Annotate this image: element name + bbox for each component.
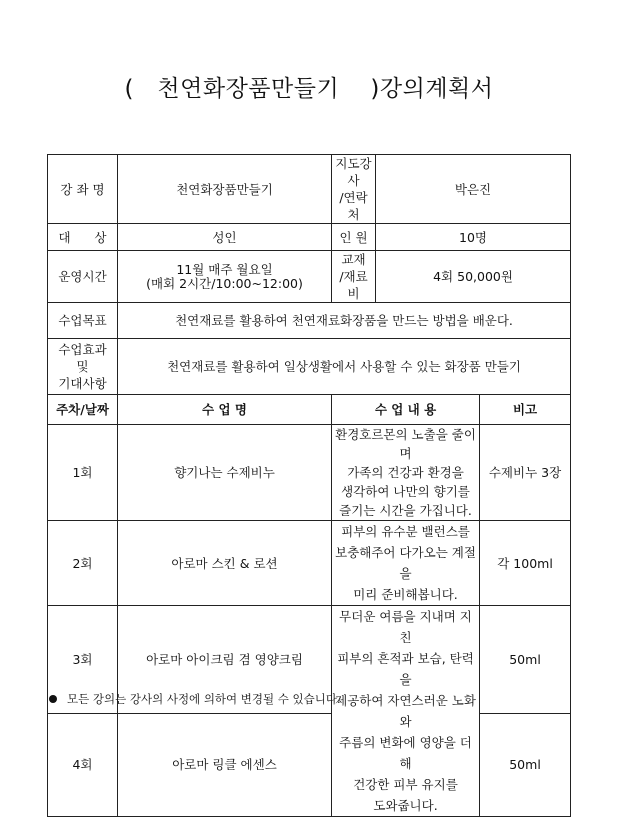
header-content: 수 업 내 용 [332, 395, 480, 425]
schedule-info-row [48, 251, 571, 303]
course-value: 천연화장품만들기 [118, 155, 332, 224]
effect-row [48, 339, 571, 395]
target-row [48, 224, 571, 251]
session-name: 아로마 스킨 & 로션 [118, 521, 332, 606]
table-row [48, 713, 571, 816]
session-content-shared: 무더운 여름을 지내며 지친 피부의 흔적과 보습, 탄력을 제공하여 자연스러운 노화와 주름의 변화에 영양을 더해 건강한 피부 유지를 도와줍니다. [332, 606, 480, 817]
session-note: 각 100ml [480, 521, 571, 606]
schedule-header-row [48, 395, 571, 425]
course-label: 강 좌 명 [48, 155, 118, 224]
bullet-icon [49, 695, 57, 703]
goal-label: 수업목표 [48, 303, 118, 339]
session-week: 4회 [48, 713, 118, 816]
header-note: 비고 [480, 395, 571, 425]
session-name: 아로마 링클 에센스 [118, 713, 332, 816]
table-row [48, 521, 571, 606]
effect-label: 수업효과 및 기대사항 [48, 339, 118, 395]
session-content: 환경호르몬의 노출을 줄이며 가족의 건강과 환경을 생각하여 나만의 향기를 즐기는 시간을 가집니다. [332, 425, 480, 521]
schedule-value: 11월 매주 월요일 (매회 2시간/10:00~12:00) [118, 251, 332, 303]
header-name: 수 업 명 [118, 395, 332, 425]
teacher-label: 지도강사 /연락처 [332, 155, 376, 224]
count-label: 인 원 [332, 224, 376, 251]
session-content: 피부의 유수분 밸런스를 보충해주어 다가오는 계절을 미리 준비해봅니다. [332, 521, 480, 606]
session-note: 50ml [480, 606, 571, 714]
footnote [49, 691, 341, 707]
session-week: 3회 [48, 606, 118, 714]
schedule-label: 운영시간 [48, 251, 118, 303]
session-week: 2회 [48, 521, 118, 606]
material-label: 교재 /재료비 [332, 251, 376, 303]
count-value: 10명 [376, 224, 571, 251]
session-name: 아로마 아이크림 겸 영양크림 [118, 606, 332, 714]
goal-value: 천연재료를 활용하여 천연재료화장품을 만드는 방법을 배운다. [118, 303, 571, 339]
course-row [48, 155, 571, 224]
footnote-text: 모든 강의는 강사의 사정에 의하여 변경될 수 있습니다. [67, 692, 341, 706]
table-row [48, 425, 571, 521]
session-note: 수제비누 3장 [480, 425, 571, 521]
teacher-value: 박은진 [376, 155, 571, 224]
target-value: 성인 [118, 224, 332, 251]
document-title: ( 천연화장품만들기 )강의계획서 [124, 76, 494, 102]
session-week: 1회 [48, 425, 118, 521]
material-value: 4회 50,000원 [376, 251, 571, 303]
session-name: 향기나는 수제비누 [118, 425, 332, 521]
session-note: 50ml [480, 713, 571, 816]
header-week: 주차/날짜 [48, 395, 118, 425]
effect-value: 천연재료를 활용하여 일상생활에서 사용할 수 있는 화장품 만들기 [118, 339, 571, 395]
lecture-plan-table [47, 154, 571, 817]
goal-row [48, 303, 571, 339]
target-label: 대 상 [48, 224, 118, 251]
